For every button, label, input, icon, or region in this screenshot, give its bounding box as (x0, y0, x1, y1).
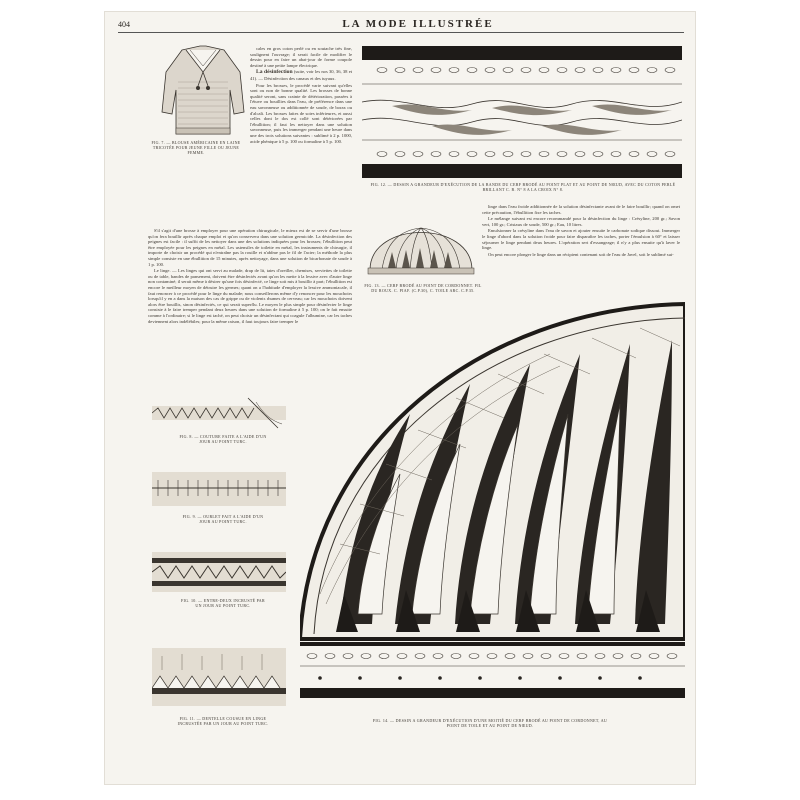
section-heading-ref: (suite, voir les nos 30, 36, 38 et 41). — Désinfection des canaux et des tuyaux. (250, 69, 352, 81)
fig12-embroidery-band (362, 44, 682, 180)
fig8-seam-sample (152, 394, 286, 434)
fig14-half-dome-design (300, 294, 685, 700)
fig11-caption: FIG. 11. — DENTELLE COUSUE EN LINGE INCRUSTÉE PAR UN JOUR AU POINT TURC. (177, 716, 269, 726)
right-paragraph-4: On peut encore plonger le linge dans un récipient contenant soit de l'eau de Javel, soit le sublimé sui- (488, 251, 674, 257)
page-number: 404 (118, 20, 130, 29)
fig13-embroidered-cap (362, 200, 480, 282)
combs-paragraph: S'il s'agit d'une brosse à employer pour une opération chirurgicale, le mieux est de se servir d'une brosse qu'on fera bouillir après chaque emploi et qu'on conservera dans une solution germicide. La désinfection des peignes est facile : il suffit de les nettoyer dans une des solutions indiquées pour les brosses; l'ébullition peut être employée pour les peignes en métal. Les ustensiles de toilette en métal, les instruments de chirurgie, il importe de choisir un procédé qui n'entraîne pas la rouille et n'abîme pas le fil de l'acier; la méthode la plus simple consiste en une ébullition de 15 minutes, après nettoyage, dans une solution de bicarbonate de soude à 1 p. 100. (148, 228, 352, 267)
article-upper-column (250, 46, 352, 226)
page-title: LA MODE ILLUSTRÉE (342, 18, 494, 30)
intro-paragraph: cales en gros coton perlé ou en soutache très fine, soulignent l'ouvrage; il serait facile de modifier le dessin pour en faire un abat-jour de forme coupole destiné à une petite lampe électrique. (250, 46, 352, 68)
fig7-caption: FIG. 7. — BLOUSE AMÉRICAINE EN LAINE TRICOTÉE POUR JEUNE FILLE OU JEUNE FEMME. (151, 140, 241, 155)
fig14-caption: FIG. 14. — DESSIN A GRANDEUR D'EXÉCUTION D'UNE MOITIÉ DU CERF BRODÉ AU POINT DE CORDONNET, AU POINT DE TOILE ET AU POINT DE NŒUD. (372, 718, 608, 728)
article-right-column (482, 204, 680, 294)
fig7-blouse-illustration (160, 42, 246, 138)
right-paragraph-2: Le mélange suivant est encore recommandé pour la désinfection du linge : Crésyline, 200 gr.; Savon vert, 100 gr.; Cristaux de soude, 500 gr.; Eau, 10 litres. (482, 216, 680, 227)
fig8-caption: FIG. 8. — COUTURE FAITE A L'AIDE D'UN JOUR AU POINT TURC. (179, 434, 267, 444)
right-paragraph-1: linge dans l'eau froide additionnée de la solution désinfectante avant de le faire bouillir; quand on omet cette précaution, l'ébullition fixe les taches. (482, 204, 680, 215)
linen-paragraph: Le linge. — Les linges qui ont servi au malade, drap de lit, taies d'oreiller, chemises, serviettes de toilette ou de table, bandes de pansement, doivent être désinfectés avant qu'on les mette à la lessive avec d'autre linge non contaminé; il serait même à désirer qu'une fois désinfecté, ce linge soit mis à bouillir à part; l'ébullition est encore le meilleur moyen de détruire les germes; quant on a l'habitude d'employer la lessive ammoniacale, il faut renoncer à ce procédé pour le linge du malade; nous conseillerons même d'y renoncer pour les mouchoirs lorsqu'il y en a dans la maison des cas de grippe ou de violents rhumes de cerveau; car les mouchoirs doivent alors être bouillis, sinon désinfectés, ce qui serait superflu. Le moyen le plus simple pour désinfecter le linge consiste à le faire tremper pendant deux heures dans une solution de formaline à 5 p. 100; on le fait ensuite comme à l'ordinaire; si le linge est taché, on peut choisir un désinfectant qui coagule l'albumine, car les taches deviennent alors indélébiles; pour la même raison, il faut toujours faire tremper le (148, 268, 352, 324)
fig9-caption: FIG. 9. — OURLET FAIT A L'AIDE D'UN JOUR AU POINT TURC. (182, 514, 264, 524)
fig10-insertion-sample (152, 550, 286, 594)
fig11-lace-sample (152, 648, 286, 706)
fig9-hem-sample (152, 468, 286, 510)
section-heading: La désinfection (256, 69, 293, 76)
fig12-caption: FIG. 12. — DESSIN A GRANDEUR D'EXÉCUTION DE LA BANDE DU CERF BRODÉ AU POINT PLAT ET AU POINT DE NŒUD, AVEC DU COTON PERLÉ BRILLANT C. B. N° 8 A LA CROIX N° 8. (370, 182, 676, 192)
fig13-caption: FIG. 13. — CERF BRODÉ AU POINT DE CORDONNET. FIL DU ROUX. C. PIAF. (C.P.30), C. TOILE ARC. C.P.35. (364, 283, 482, 293)
right-paragraph-3: Emulsionner la crésyline dans l'eau de savon et ajouter ensuite le carbonate sodique dissout. Immerger le linge d'abord dans la solution froide pour faire disparaître les taches, porter l'émulsion à 60° et laisser séjourner le linge pendant deux heures. L'opération sert d'essangeage; il n'y a plus ensuite qu'à laver le linge. (482, 228, 680, 251)
brushes-paragraph: Pour les brosses, le procédé varie suivant qu'elles sont ou non de bonne qualité. Les brosses de bonne qualité seront, sans crainte de détérioration, passées à l'étuve ou bouillies dans l'eau, de préférence dans une eau savonneuse ou additionnée de soude, de borax ou d'alcali. Les brosses faites de soies inférieures, et aussi celles dont le dos est collé sont détériorées par l'ébullition; il faut les nettoyer dans une solution savonneuse, puis les immerger pendant une heure dans une des trois solutions suivantes : sublimé à 2 p. 1000, acide phénique à 5 p. 100 ou formaline à 5 p. 100. (250, 82, 352, 144)
header-rule (118, 32, 684, 33)
fig10-caption: FIG. 10. — ENTRE-DEUX INCRUSTÉ PAR UN JOUR AU POINT TURC. (181, 598, 265, 608)
